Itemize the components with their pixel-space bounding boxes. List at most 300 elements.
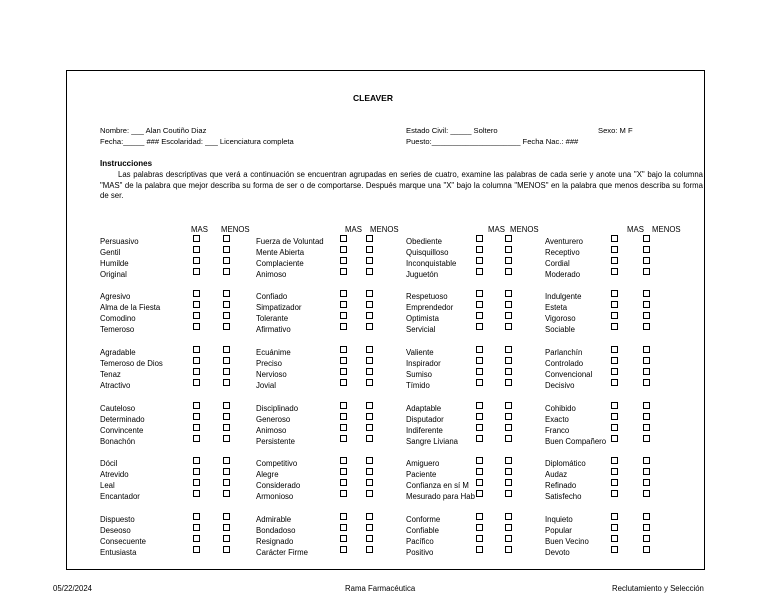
menos-checkbox[interactable] bbox=[366, 246, 373, 253]
menos-checkbox[interactable] bbox=[643, 301, 650, 308]
menos-checkbox[interactable] bbox=[223, 379, 230, 386]
word-label: Bonachón bbox=[100, 437, 136, 446]
mas-checkbox[interactable] bbox=[611, 268, 618, 275]
menos-checkbox[interactable] bbox=[366, 546, 373, 553]
word-label: Competitivo bbox=[256, 459, 298, 468]
word-label: Sumiso bbox=[406, 370, 432, 379]
mas-checkbox[interactable] bbox=[193, 323, 200, 330]
menos-checkbox[interactable] bbox=[505, 246, 512, 253]
word-label: Tolerante bbox=[256, 314, 289, 323]
word-label: Moderado bbox=[545, 270, 581, 279]
word-label: Sangre Liviana bbox=[406, 437, 459, 446]
word-label: Conforme bbox=[406, 515, 441, 524]
mas-checkbox[interactable] bbox=[193, 479, 200, 486]
mas-checkbox[interactable] bbox=[340, 312, 347, 319]
word-label: Cordial bbox=[545, 259, 570, 268]
mas-checkbox[interactable] bbox=[193, 490, 200, 497]
menos-checkbox[interactable] bbox=[643, 323, 650, 330]
mas-checkbox[interactable] bbox=[476, 468, 483, 475]
mas-checkbox[interactable] bbox=[476, 535, 483, 542]
word-label: Mesurado para Hab bbox=[406, 492, 475, 501]
menos-checkbox[interactable] bbox=[223, 424, 230, 431]
word-label: Refinado bbox=[545, 481, 577, 490]
menos-checkbox[interactable] bbox=[223, 479, 230, 486]
menos-checkbox[interactable] bbox=[223, 546, 230, 553]
nombre-field: Nombre: ___ Alan Coutiño Diaz bbox=[100, 126, 207, 135]
mas-checkbox[interactable] bbox=[340, 368, 347, 375]
menos-checkbox[interactable] bbox=[505, 257, 512, 264]
mas-checkbox[interactable] bbox=[193, 524, 200, 531]
word-label: Buen Compañero bbox=[545, 437, 607, 446]
word-label: Respetuoso bbox=[406, 292, 448, 301]
mas-checkbox[interactable] bbox=[193, 468, 200, 475]
menos-checkbox[interactable] bbox=[505, 524, 512, 531]
word-label: Alma de la Fiesta bbox=[100, 303, 161, 312]
word-label: Tenaz bbox=[100, 370, 121, 379]
form-title: CLEAVER bbox=[353, 93, 393, 103]
word-label: Valiente bbox=[406, 348, 434, 357]
mas-checkbox[interactable] bbox=[193, 235, 200, 242]
mas-checkbox[interactable] bbox=[611, 457, 618, 464]
menos-checkbox[interactable] bbox=[366, 379, 373, 386]
mas-checkbox[interactable] bbox=[340, 546, 347, 553]
mas-checkbox[interactable] bbox=[340, 402, 347, 409]
menos-checkbox[interactable] bbox=[223, 490, 230, 497]
menos-checkbox[interactable] bbox=[223, 257, 230, 264]
word-label: Inconquistable bbox=[406, 259, 457, 268]
menos-header: MENOS bbox=[370, 225, 399, 234]
mas-checkbox[interactable] bbox=[193, 290, 200, 297]
menos-checkbox[interactable] bbox=[366, 346, 373, 353]
mas-checkbox[interactable] bbox=[611, 546, 618, 553]
mas-checkbox[interactable] bbox=[193, 535, 200, 542]
menos-checkbox[interactable] bbox=[505, 323, 512, 330]
word-label: Fuerza de Voluntad bbox=[256, 237, 324, 246]
menos-checkbox[interactable] bbox=[366, 490, 373, 497]
mas-checkbox[interactable] bbox=[611, 235, 618, 242]
menos-checkbox[interactable] bbox=[223, 346, 230, 353]
word-label: Carácter Firme bbox=[256, 548, 308, 557]
mas-checkbox[interactable] bbox=[340, 268, 347, 275]
fecha-escolaridad-field: Fecha:_____ ### Escolaridad: ___ Licenciatura completa bbox=[100, 137, 294, 146]
mas-checkbox[interactable] bbox=[476, 368, 483, 375]
menos-checkbox[interactable] bbox=[366, 457, 373, 464]
mas-checkbox[interactable] bbox=[340, 301, 347, 308]
mas-checkbox[interactable] bbox=[476, 457, 483, 464]
word-label: Dócil bbox=[100, 459, 118, 468]
mas-checkbox[interactable] bbox=[611, 490, 618, 497]
menos-checkbox[interactable] bbox=[223, 290, 230, 297]
mas-checkbox[interactable] bbox=[193, 457, 200, 464]
menos-checkbox[interactable] bbox=[643, 490, 650, 497]
mas-checkbox[interactable] bbox=[193, 413, 200, 420]
word-label: Positivo bbox=[406, 548, 434, 557]
menos-checkbox[interactable] bbox=[505, 290, 512, 297]
mas-checkbox[interactable] bbox=[193, 546, 200, 553]
menos-checkbox[interactable] bbox=[366, 357, 373, 364]
mas-checkbox[interactable] bbox=[340, 524, 347, 531]
mas-checkbox[interactable] bbox=[476, 490, 483, 497]
word-label: Franco bbox=[545, 426, 570, 435]
menos-checkbox[interactable] bbox=[643, 357, 650, 364]
menos-checkbox[interactable] bbox=[223, 513, 230, 520]
word-label: Aventurero bbox=[545, 237, 583, 246]
word-label: Satisfecho bbox=[545, 492, 582, 501]
mas-checkbox[interactable] bbox=[340, 290, 347, 297]
mas-checkbox[interactable] bbox=[611, 357, 618, 364]
word-label: Dispuesto bbox=[100, 515, 135, 524]
word-label: Temeroso bbox=[100, 325, 135, 334]
word-label: Persistente bbox=[256, 437, 296, 446]
word-label: Cohibido bbox=[545, 404, 576, 413]
word-label: Armonioso bbox=[256, 492, 294, 501]
menos-checkbox[interactable] bbox=[643, 435, 650, 442]
mas-checkbox[interactable] bbox=[340, 346, 347, 353]
mas-checkbox[interactable] bbox=[611, 468, 618, 475]
mas-checkbox[interactable] bbox=[193, 424, 200, 431]
menos-checkbox[interactable] bbox=[643, 257, 650, 264]
mas-checkbox[interactable] bbox=[476, 246, 483, 253]
menos-checkbox[interactable] bbox=[505, 235, 512, 242]
mas-checkbox[interactable] bbox=[340, 413, 347, 420]
menos-checkbox[interactable] bbox=[505, 357, 512, 364]
menos-checkbox[interactable] bbox=[505, 513, 512, 520]
instructions-heading: Instrucciones bbox=[100, 159, 153, 168]
word-label: Mente Abierta bbox=[256, 248, 305, 257]
word-label: Alegre bbox=[256, 470, 279, 479]
word-label: Afirmativo bbox=[256, 325, 291, 334]
word-label: Popular bbox=[545, 526, 572, 535]
mas-checkbox[interactable] bbox=[611, 413, 618, 420]
menos-header: MENOS bbox=[510, 225, 539, 234]
word-label: Obediente bbox=[406, 237, 442, 246]
mas-checkbox[interactable] bbox=[611, 290, 618, 297]
word-label: Humilde bbox=[100, 259, 129, 268]
menos-checkbox[interactable] bbox=[366, 235, 373, 242]
word-label: Gentil bbox=[100, 248, 121, 257]
menos-checkbox[interactable] bbox=[223, 246, 230, 253]
mas-checkbox[interactable] bbox=[476, 257, 483, 264]
word-label: Entusiasta bbox=[100, 548, 137, 557]
mas-checkbox[interactable] bbox=[340, 513, 347, 520]
mas-checkbox[interactable] bbox=[476, 479, 483, 486]
menos-checkbox[interactable] bbox=[505, 312, 512, 319]
word-label: Leal bbox=[100, 481, 115, 490]
menos-checkbox[interactable] bbox=[366, 290, 373, 297]
mas-checkbox[interactable] bbox=[611, 346, 618, 353]
menos-checkbox[interactable] bbox=[643, 235, 650, 242]
mas-checkbox[interactable] bbox=[476, 524, 483, 531]
mas-checkbox[interactable] bbox=[611, 312, 618, 319]
word-label: Servicial bbox=[406, 325, 436, 334]
mas-checkbox[interactable] bbox=[476, 379, 483, 386]
menos-checkbox[interactable] bbox=[223, 435, 230, 442]
mas-checkbox[interactable] bbox=[611, 301, 618, 308]
menos-checkbox[interactable] bbox=[366, 368, 373, 375]
word-label: Adaptable bbox=[406, 404, 442, 413]
menos-checkbox[interactable] bbox=[223, 268, 230, 275]
word-label: Deseoso bbox=[100, 526, 131, 535]
menos-checkbox[interactable] bbox=[643, 368, 650, 375]
menos-checkbox[interactable] bbox=[643, 457, 650, 464]
word-label: Esteta bbox=[545, 303, 568, 312]
mas-checkbox[interactable] bbox=[193, 368, 200, 375]
mas-checkbox[interactable] bbox=[340, 323, 347, 330]
word-label: Ecuánime bbox=[256, 348, 291, 357]
menos-checkbox[interactable] bbox=[643, 468, 650, 475]
word-label: Quisquilloso bbox=[406, 248, 449, 257]
mas-checkbox[interactable] bbox=[611, 535, 618, 542]
word-label: Indulgente bbox=[545, 292, 582, 301]
mas-checkbox[interactable] bbox=[193, 268, 200, 275]
mas-checkbox[interactable] bbox=[476, 402, 483, 409]
mas-checkbox[interactable] bbox=[611, 323, 618, 330]
mas-header: MAS bbox=[627, 225, 644, 234]
word-label: Agradable bbox=[100, 348, 136, 357]
menos-checkbox[interactable] bbox=[505, 479, 512, 486]
menos-checkbox[interactable] bbox=[505, 413, 512, 420]
word-label: Amiguero bbox=[406, 459, 440, 468]
menos-checkbox[interactable] bbox=[643, 290, 650, 297]
mas-checkbox[interactable] bbox=[340, 246, 347, 253]
mas-checkbox[interactable] bbox=[476, 346, 483, 353]
menos-checkbox[interactable] bbox=[643, 413, 650, 420]
word-label: Audaz bbox=[545, 470, 568, 479]
word-label: Receptivo bbox=[545, 248, 580, 257]
mas-checkbox[interactable] bbox=[193, 435, 200, 442]
menos-checkbox[interactable] bbox=[643, 524, 650, 531]
mas-checkbox[interactable] bbox=[340, 457, 347, 464]
menos-checkbox[interactable] bbox=[643, 379, 650, 386]
mas-checkbox[interactable] bbox=[193, 357, 200, 364]
word-label: Temeroso de Dios bbox=[100, 359, 163, 368]
menos-checkbox[interactable] bbox=[505, 379, 512, 386]
menos-checkbox[interactable] bbox=[505, 402, 512, 409]
menos-checkbox[interactable] bbox=[223, 468, 230, 475]
word-label: Controlado bbox=[545, 359, 584, 368]
mas-checkbox[interactable] bbox=[611, 524, 618, 531]
mas-checkbox[interactable] bbox=[476, 513, 483, 520]
sexo-field: Sexo: M F bbox=[598, 126, 633, 135]
word-label: Admirable bbox=[256, 515, 292, 524]
mas-checkbox[interactable] bbox=[611, 435, 618, 442]
word-label: Confianza en sí M bbox=[406, 481, 469, 490]
menos-checkbox[interactable] bbox=[223, 457, 230, 464]
mas-checkbox[interactable] bbox=[611, 246, 618, 253]
word-label: Exacto bbox=[545, 415, 569, 424]
word-label: Disciplinado bbox=[256, 404, 299, 413]
menos-checkbox[interactable] bbox=[643, 513, 650, 520]
word-label: Atrevido bbox=[100, 470, 129, 479]
mas-checkbox[interactable] bbox=[340, 435, 347, 442]
menos-checkbox[interactable] bbox=[643, 402, 650, 409]
mas-header: MAS bbox=[345, 225, 362, 234]
word-label: Cauteloso bbox=[100, 404, 136, 413]
menos-checkbox[interactable] bbox=[643, 346, 650, 353]
mas-checkbox[interactable] bbox=[611, 368, 618, 375]
mas-checkbox[interactable] bbox=[340, 490, 347, 497]
menos-checkbox[interactable] bbox=[366, 257, 373, 264]
mas-checkbox[interactable] bbox=[193, 301, 200, 308]
menos-checkbox[interactable] bbox=[643, 535, 650, 542]
word-label: Consecuente bbox=[100, 537, 146, 546]
word-label: Parlanchín bbox=[545, 348, 583, 357]
menos-checkbox[interactable] bbox=[643, 424, 650, 431]
word-label: Determinado bbox=[100, 415, 145, 424]
menos-checkbox[interactable] bbox=[223, 301, 230, 308]
word-label: Disputador bbox=[406, 415, 444, 424]
menos-checkbox[interactable] bbox=[223, 235, 230, 242]
menos-checkbox[interactable] bbox=[505, 457, 512, 464]
mas-checkbox[interactable] bbox=[340, 357, 347, 364]
menos-checkbox[interactable] bbox=[223, 402, 230, 409]
menos-checkbox[interactable] bbox=[223, 357, 230, 364]
mas-checkbox[interactable] bbox=[193, 402, 200, 409]
menos-checkbox[interactable] bbox=[223, 535, 230, 542]
footer-center: Rama Farmacéutica bbox=[345, 584, 416, 593]
word-label: Pacífico bbox=[406, 537, 434, 546]
menos-checkbox[interactable] bbox=[505, 268, 512, 275]
word-label: Resignado bbox=[256, 537, 294, 546]
menos-checkbox[interactable] bbox=[366, 468, 373, 475]
mas-checkbox[interactable] bbox=[340, 424, 347, 431]
menos-checkbox[interactable] bbox=[366, 535, 373, 542]
footer-date: 05/22/2024 bbox=[53, 584, 93, 593]
menos-checkbox[interactable] bbox=[643, 246, 650, 253]
mas-checkbox[interactable] bbox=[193, 379, 200, 386]
word-label: Paciente bbox=[406, 470, 437, 479]
menos-checkbox[interactable] bbox=[223, 323, 230, 330]
menos-checkbox[interactable] bbox=[366, 268, 373, 275]
word-label: Juguetón bbox=[406, 270, 439, 279]
puesto-field: Puesto:_____________________ Fecha Nac.: ### bbox=[406, 137, 579, 146]
menos-checkbox[interactable] bbox=[505, 490, 512, 497]
menos-checkbox[interactable] bbox=[366, 413, 373, 420]
mas-checkbox[interactable] bbox=[476, 424, 483, 431]
mas-checkbox[interactable] bbox=[193, 346, 200, 353]
menos-checkbox[interactable] bbox=[366, 301, 373, 308]
mas-checkbox[interactable] bbox=[340, 479, 347, 486]
menos-checkbox[interactable] bbox=[223, 312, 230, 319]
word-label: Tímido bbox=[406, 381, 430, 390]
word-label: Persuasivo bbox=[100, 237, 139, 246]
menos-checkbox[interactable] bbox=[366, 479, 373, 486]
word-label: Encantador bbox=[100, 492, 140, 501]
menos-checkbox[interactable] bbox=[223, 413, 230, 420]
menos-checkbox[interactable] bbox=[366, 312, 373, 319]
mas-checkbox[interactable] bbox=[611, 479, 618, 486]
word-label: Preciso bbox=[256, 359, 282, 368]
menos-checkbox[interactable] bbox=[366, 402, 373, 409]
mas-checkbox[interactable] bbox=[476, 323, 483, 330]
menos-checkbox[interactable] bbox=[366, 323, 373, 330]
mas-checkbox[interactable] bbox=[611, 257, 618, 264]
menos-checkbox[interactable] bbox=[223, 368, 230, 375]
menos-checkbox[interactable] bbox=[505, 424, 512, 431]
menos-checkbox[interactable] bbox=[505, 435, 512, 442]
mas-checkbox[interactable] bbox=[476, 290, 483, 297]
word-label: Animoso bbox=[256, 270, 287, 279]
mas-checkbox[interactable] bbox=[611, 402, 618, 409]
word-label: Vigoroso bbox=[545, 314, 576, 323]
word-label: Devoto bbox=[545, 548, 570, 557]
word-label: Simpatizador bbox=[256, 303, 302, 312]
menos-checkbox[interactable] bbox=[366, 513, 373, 520]
word-label: Inquieto bbox=[545, 515, 573, 524]
menos-checkbox[interactable] bbox=[505, 368, 512, 375]
instructions-text: Las palabras descriptivas que verá a continuación se encuentran agrupadas en series de cuatro, examine las palabras de cada serie y anote una "X" bajo la columna "MAS" de la palabra que mejor describa su forma de ser o de comportarse. Después marque una "X" bajo la columna "MENOS" en la palabra que menos describa su forma de ser. bbox=[100, 170, 703, 200]
word-label: Nervioso bbox=[256, 370, 287, 379]
footer-right: Reclutamiento y Selección bbox=[612, 584, 704, 593]
mas-checkbox[interactable] bbox=[193, 246, 200, 253]
menos-checkbox[interactable] bbox=[643, 268, 650, 275]
menos-checkbox[interactable] bbox=[643, 312, 650, 319]
mas-checkbox[interactable] bbox=[611, 513, 618, 520]
menos-checkbox[interactable] bbox=[643, 546, 650, 553]
menos-checkbox[interactable] bbox=[366, 524, 373, 531]
word-label: Indiferente bbox=[406, 426, 443, 435]
menos-checkbox[interactable] bbox=[505, 301, 512, 308]
menos-checkbox[interactable] bbox=[366, 424, 373, 431]
word-label: Decisivo bbox=[545, 381, 575, 390]
mas-checkbox[interactable] bbox=[340, 379, 347, 386]
estado-civil-field: Estado Civil: _____ Soltero bbox=[406, 126, 498, 135]
menos-checkbox[interactable] bbox=[643, 479, 650, 486]
mas-checkbox[interactable] bbox=[340, 235, 347, 242]
word-label: Diplomático bbox=[545, 459, 586, 468]
mas-checkbox[interactable] bbox=[476, 312, 483, 319]
mas-checkbox[interactable] bbox=[193, 312, 200, 319]
mas-checkbox[interactable] bbox=[476, 235, 483, 242]
mas-header: MAS bbox=[191, 225, 208, 234]
word-label: Jovial bbox=[256, 381, 276, 390]
mas-checkbox[interactable] bbox=[611, 379, 618, 386]
mas-checkbox[interactable] bbox=[476, 301, 483, 308]
mas-checkbox[interactable] bbox=[476, 435, 483, 442]
word-label: Complaciente bbox=[256, 259, 304, 268]
mas-checkbox[interactable] bbox=[476, 268, 483, 275]
menos-checkbox[interactable] bbox=[505, 546, 512, 553]
menos-checkbox[interactable] bbox=[505, 535, 512, 542]
mas-checkbox[interactable] bbox=[193, 513, 200, 520]
mas-checkbox[interactable] bbox=[476, 357, 483, 364]
word-label: Agresivo bbox=[100, 292, 131, 301]
word-label: Animoso bbox=[256, 426, 287, 435]
word-label: Generoso bbox=[256, 415, 291, 424]
word-label: Atractivo bbox=[100, 381, 131, 390]
mas-checkbox[interactable] bbox=[193, 257, 200, 264]
menos-checkbox[interactable] bbox=[223, 524, 230, 531]
word-label: Inspirador bbox=[406, 359, 441, 368]
word-label: Bondadoso bbox=[256, 526, 296, 535]
menos-checkbox[interactable] bbox=[505, 346, 512, 353]
menos-header: MENOS bbox=[652, 225, 681, 234]
mas-checkbox[interactable] bbox=[340, 535, 347, 542]
word-label: Comodino bbox=[100, 314, 136, 323]
mas-checkbox[interactable] bbox=[340, 257, 347, 264]
menos-checkbox[interactable] bbox=[505, 468, 512, 475]
mas-checkbox[interactable] bbox=[476, 413, 483, 420]
mas-checkbox[interactable] bbox=[340, 468, 347, 475]
mas-checkbox[interactable] bbox=[476, 546, 483, 553]
menos-checkbox[interactable] bbox=[366, 435, 373, 442]
word-label: Convincente bbox=[100, 426, 144, 435]
word-label: Confiable bbox=[406, 526, 439, 535]
word-label: Considerado bbox=[256, 481, 301, 490]
mas-checkbox[interactable] bbox=[611, 424, 618, 431]
word-label: Optimista bbox=[406, 314, 439, 323]
mas-header: MAS bbox=[488, 225, 505, 234]
